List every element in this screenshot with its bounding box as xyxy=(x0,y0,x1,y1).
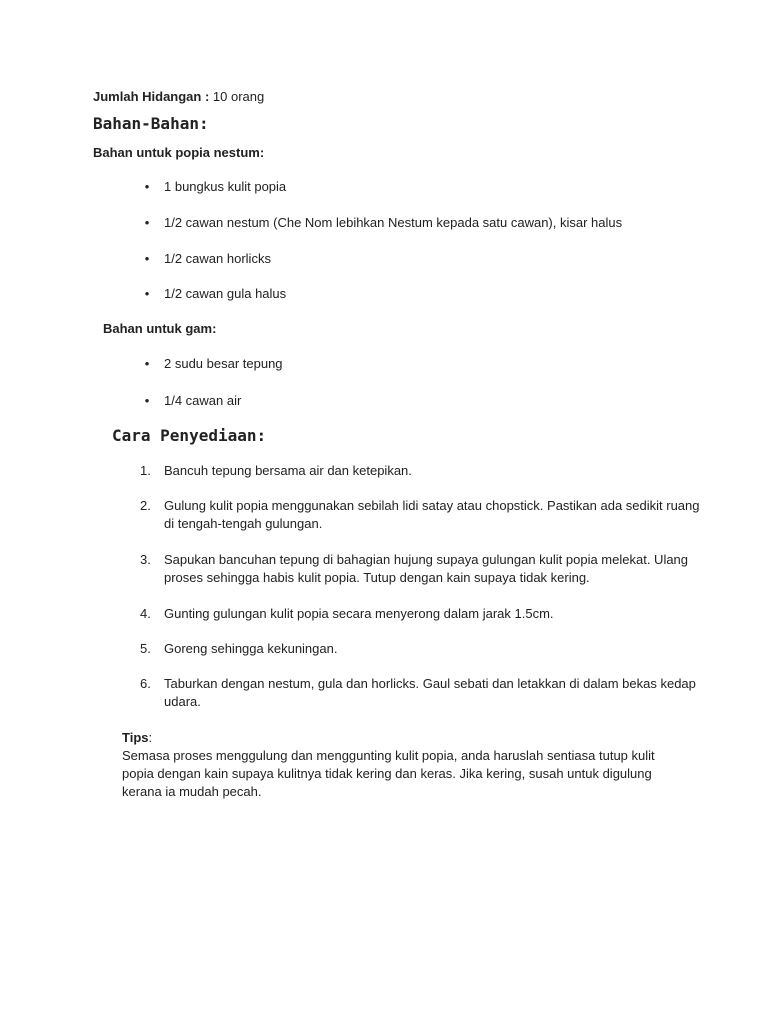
step-text: Sapukan bancuhan tepung di bahagian hujung supaya gulungan kulit popia melekat. Ulang proses sehingga habis kulit popia. Tutup dengan kain supaya tidak kering. xyxy=(164,552,689,585)
list-item xyxy=(144,285,704,303)
list-item xyxy=(144,214,704,232)
servings-line xyxy=(93,89,264,105)
step-text: Taburkan dengan nestum, gula dan horlicks. Gaul sebati dan letakkan di dalam bekas kedap udara. xyxy=(164,676,696,709)
step-item xyxy=(140,462,704,480)
popia-section-title: Bahan untuk popia nestum: xyxy=(93,145,265,160)
step-number: 4. xyxy=(140,606,151,621)
tips-colon: : xyxy=(148,730,153,745)
step-number: 5. xyxy=(140,641,151,656)
step-number: 6. xyxy=(140,676,151,691)
step-text: Gulung kulit popia menggunakan sebilah lidi satay atau chopstick. Pastikan ada sedikit ruang di tengah-tengah gulungan. xyxy=(164,498,700,531)
list-item xyxy=(144,392,704,410)
gam-section-title: Bahan untuk gam: xyxy=(103,321,217,336)
list-item-text: 1/4 cawan air xyxy=(164,393,242,408)
step-item xyxy=(140,497,704,533)
step-item xyxy=(140,640,704,658)
servings-value: 10 orang xyxy=(209,89,265,104)
ingredients-heading: Bahan-Bahan: xyxy=(93,114,209,133)
step-text: Gunting gulungan kulit popia secara menyerong dalam jarak 1.5cm. xyxy=(164,606,554,621)
bullet-icon: • xyxy=(144,179,150,194)
list-item-text: 2 sudu besar tepung xyxy=(164,356,283,371)
list-item-text: 1/2 cawan nestum (Che Nom lebihkan Nestum kepada satu cawan), kisar halus xyxy=(164,215,623,230)
bullet-icon: • xyxy=(144,356,150,371)
list-item xyxy=(144,355,704,373)
step-number: 2. xyxy=(140,498,151,513)
tips-text: Semasa proses menggulung dan menggunting kulit popia, anda haruslah sentiasa tutup kulit popia dengan kain supaya kulitnya tidak kering dan keras. Jika kering, susah untuk digulung kerana ia mudah pecah. xyxy=(122,748,655,799)
step-item xyxy=(140,551,704,587)
list-item-text: 1/2 cawan horlicks xyxy=(164,251,271,266)
step-number: 3. xyxy=(140,552,151,567)
tips-title-line xyxy=(122,729,662,747)
step-text: Bancuh tepung bersama air dan ketepikan. xyxy=(164,463,412,478)
list-item-text: 1/2 cawan gula halus xyxy=(164,286,287,301)
bullet-icon: • xyxy=(144,215,150,230)
list-item xyxy=(144,250,704,268)
step-number: 1. xyxy=(140,463,151,478)
list-item-text: 1 bungkus kulit popia xyxy=(164,179,287,194)
step-text: Goreng sehingga kekuningan. xyxy=(164,641,338,656)
bullet-icon: • xyxy=(144,393,150,408)
bullet-icon: • xyxy=(144,251,150,266)
tips-block xyxy=(122,729,662,801)
step-item xyxy=(140,675,704,711)
servings-label: Jumlah Hidangan : xyxy=(93,89,210,104)
tips-title: Tips xyxy=(122,730,149,745)
method-heading: Cara Penyediaan: xyxy=(112,426,267,445)
step-item xyxy=(140,605,704,623)
list-item xyxy=(144,178,704,196)
bullet-icon: • xyxy=(144,286,150,301)
